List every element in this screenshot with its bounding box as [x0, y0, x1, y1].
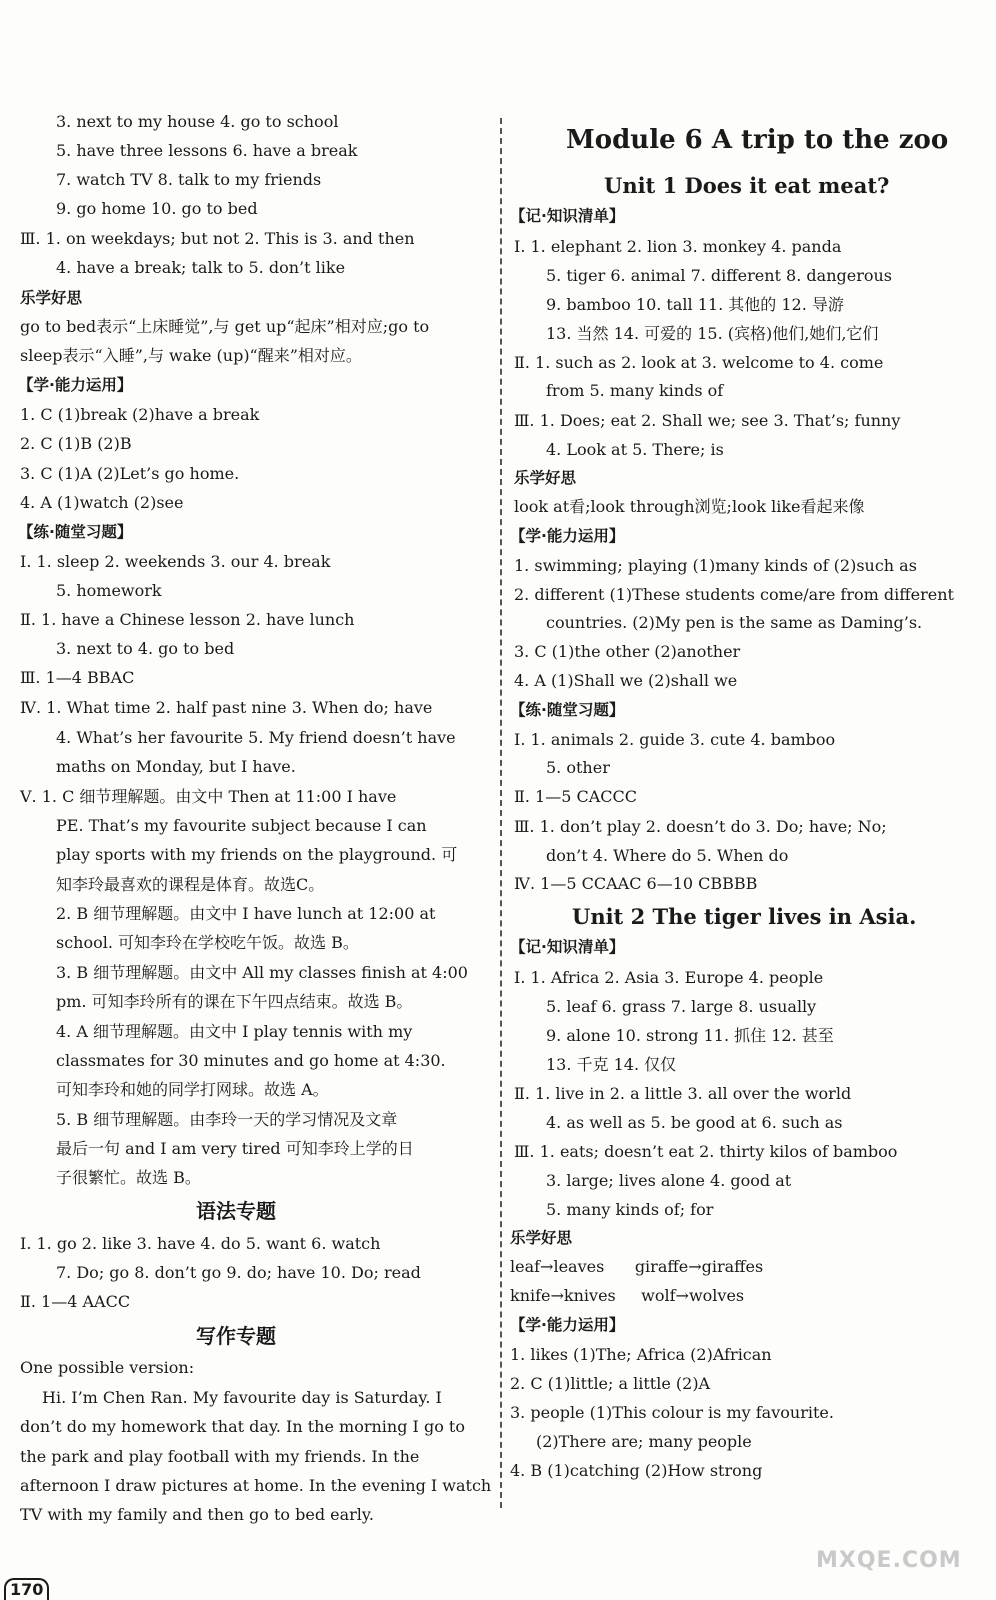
answer-line: 5. other	[546, 758, 610, 777]
section-label: 【练·随堂习题】	[18, 523, 133, 541]
answer-line: 5. homework	[56, 581, 162, 600]
watermark: MXQE.COM	[816, 1548, 962, 1573]
answer-line: 4. A (1)Shall we (2)shall we	[514, 671, 738, 690]
answer-line: school. 可知李玲在学校吃午饭。故选 B。	[56, 933, 359, 952]
answer-line: 4. A 细节理解题。由文中 I play tennis with my	[56, 1022, 413, 1041]
answer-line: 3. next to my house 4. go to school	[56, 112, 339, 131]
answer-line: 3. large; lives alone 4. good at	[546, 1171, 792, 1190]
answer-line: Ⅳ. 1—5 CCAAC 6—10 CBBBB	[514, 874, 758, 893]
section-label: 【记·知识清单】	[510, 207, 625, 225]
note-line: sleep表示“入睡”,与 wake (up)“醒来”相对应。	[20, 346, 362, 365]
answer-line: Ⅲ. 1. Does; eat 2. Shall we; see 3. That’s; funny	[514, 411, 901, 430]
answer-line: classmates for 30 minutes and go home at 4:30.	[56, 1051, 446, 1070]
answer-line: Ⅳ. 1. What time 2. half past nine 3. When do; have	[20, 698, 433, 717]
answer-line: 最后一句 and I am very tired 可知李玲上学的日	[56, 1139, 414, 1158]
answer-line: PE. That’s my favourite subject because I can	[56, 816, 427, 835]
answer-line: 3. C (1)A (2)Let’s go home.	[20, 464, 240, 483]
answer-line: (2)There are; many people	[536, 1432, 752, 1451]
answer-line: 3. people (1)This colour is my favourite.	[510, 1403, 834, 1422]
answer-line: Ⅲ. 1. don’t play 2. doesn’t do 3. Do; have; No;	[514, 817, 887, 836]
section-label: 乐学好思	[20, 289, 83, 307]
answer-line: 2. C (1)B (2)B	[20, 434, 132, 453]
answer-line: Ⅰ. 1. elephant 2. lion 3. monkey 4. panda	[514, 237, 842, 256]
answer-line: 13. 当然 14. 可爱的 15. (宾格)他们,她们,它们	[546, 324, 879, 343]
section-label: 【练·随堂习题】	[510, 701, 625, 719]
answer-line: 7. watch TV 8. talk to my friends	[56, 170, 322, 189]
section-label: 【学·能力运用】	[510, 527, 625, 545]
grammar-topic-title: 语法专题	[196, 1199, 276, 1223]
answer-line: 9. alone 10. strong 11. 抓住 12. 甚至	[546, 1026, 834, 1045]
answer-line: 5. leaf 6. grass 7. large 8. usually	[546, 997, 817, 1016]
note-line: look at看;look through浏览;look like看起来像	[514, 497, 865, 516]
answer-line: 5. tiger 6. animal 7. different 8. dangerous	[546, 266, 892, 285]
module-title: Module 6 A trip to the zoo	[566, 125, 949, 155]
answer-line: 知李玲最喜欢的课程是体育。故选C。	[56, 875, 325, 894]
answer-line: don’t 4. Where do 5. When do	[546, 846, 789, 865]
answer-line: Ⅱ. 1—4 AACC	[20, 1292, 131, 1311]
essay-line: afternoon I draw pictures at home. In the evening I watch	[20, 1476, 492, 1495]
answer-line: Ⅰ. 1. animals 2. guide 3. cute 4. bamboo	[514, 730, 836, 749]
writing-topic-title: 写作专题	[196, 1324, 276, 1348]
essay-line: Hi. I’m Chen Ran. My favourite day is Saturday. I	[42, 1388, 442, 1407]
answer-line: pm. 可知李玲所有的课在下午四点结束。故选 B。	[56, 992, 413, 1011]
answer-line: 2. B 细节理解题。由文中 I have lunch at 12:00 at	[56, 904, 436, 923]
unit-title: Unit 1 Does it eat meat?	[604, 173, 890, 198]
answer-line: Ⅰ. 1. Africa 2. Asia 3. Europe 4. people	[514, 968, 824, 987]
answer-line: countries. (2)My pen is the same as Daming’s.	[546, 613, 923, 632]
essay-line: don’t do my homework that day. In the morning I go to	[20, 1417, 465, 1436]
answer-line: 3. C (1)the other (2)another	[514, 642, 741, 661]
section-label: 【学·能力运用】	[18, 376, 133, 394]
page-number: 170	[4, 1578, 49, 1600]
answer-line: Ⅲ. 1. eats; doesn’t eat 2. thirty kilos of bamboo	[514, 1142, 898, 1161]
answer-line: maths on Monday, but I have.	[56, 757, 296, 776]
answer-line: 9. go home 10. go to bed	[56, 199, 258, 218]
answer-line: 3. next to 4. go to bed	[56, 639, 235, 658]
answer-line: 7. Do; go 8. don’t go 9. do; have 10. Do; read	[56, 1263, 421, 1282]
column-divider	[500, 118, 502, 1508]
answer-line: 1. likes (1)The; Africa (2)African	[510, 1345, 772, 1364]
answer-line: Ⅱ. 1. such as 2. look at 3. welcome to 4. come	[514, 353, 884, 372]
answer-line: 2. different (1)These students come/are from different	[514, 585, 954, 604]
essay-line: the park and play football with my friends. In the	[20, 1447, 420, 1466]
answer-line: 9. bamboo 10. tall 11. 其他的 12. 导游	[546, 295, 844, 314]
answer-line: 5. have three lessons 6. have a break	[56, 141, 358, 160]
note-line: go to bed表示“上床睡觉”,与 get up“起床”相对应;go to	[20, 317, 430, 336]
essay-line: TV with my family and then go to bed early.	[20, 1505, 374, 1524]
section-label: 乐学好思	[510, 1229, 573, 1247]
section-label: 【学·能力运用】	[510, 1316, 625, 1334]
answer-line: 13. 千克 14. 仅仅	[546, 1055, 677, 1074]
answer-line: Ⅲ. 1. on weekdays; but not 2. This is 3. and then	[20, 229, 415, 248]
unit-title: Unit 2 The tiger lives in Asia.	[572, 904, 917, 929]
section-label: 乐学好思	[514, 469, 577, 487]
answer-line: play sports with my friends on the playground. 可	[56, 845, 458, 864]
answer-line: 5. many kinds of; for	[546, 1200, 714, 1219]
answer-line: Ⅰ. 1. go 2. like 3. have 4. do 5. want 6. watch	[20, 1234, 381, 1253]
answer-line: 子很繁忙。故选 B。	[56, 1168, 201, 1187]
answer-line: Ⅴ. 1. C 细节理解题。由文中 Then at 11:00 I have	[20, 787, 397, 806]
answer-line: 可知李玲和她的同学打网球。故选 A。	[56, 1080, 329, 1099]
answer-line: 1. C (1)break (2)have a break	[20, 405, 260, 424]
answer-line: Ⅲ. 1—4 BBAC	[20, 668, 135, 687]
answer-line: 4. A (1)watch (2)see	[20, 493, 184, 512]
answer-line: 4. as well as 5. be good at 6. such as	[546, 1113, 843, 1132]
answer-line: 4. What’s her favourite 5. My friend doesn’t have	[56, 728, 456, 747]
note-line: knife→knives wolf→wolves	[510, 1286, 745, 1305]
essay-line: One possible version:	[20, 1358, 195, 1377]
answer-line: 2. C (1)little; a little (2)A	[510, 1374, 711, 1393]
answer-line: 3. B 细节理解题。由文中 All my classes finish at 4:00	[56, 963, 468, 982]
section-label: 【记·知识清单】	[510, 938, 625, 956]
answer-line: Ⅱ. 1. live in 2. a little 3. all over the world	[514, 1084, 852, 1103]
answer-line: 4. have a break; talk to 5. don’t like	[56, 258, 346, 277]
answer-line: Ⅱ. 1—5 CACCC	[514, 787, 638, 806]
answer-line: 4. Look at 5. There; is	[546, 440, 724, 459]
answer-line: Ⅰ. 1. sleep 2. weekends 3. our 4. break	[20, 552, 331, 571]
answer-line: 5. B 细节理解题。由李玲一天的学习情况及文章	[56, 1110, 398, 1129]
note-line: leaf→leaves giraffe→giraffes	[510, 1257, 764, 1276]
answer-line: 4. B (1)catching (2)How strong	[510, 1461, 763, 1480]
answer-line: Ⅱ. 1. have a Chinese lesson 2. have lunch	[20, 610, 355, 629]
answer-line: 1. swimming; playing (1)many kinds of (2)such as	[514, 556, 917, 575]
answer-line: from 5. many kinds of	[546, 381, 724, 400]
